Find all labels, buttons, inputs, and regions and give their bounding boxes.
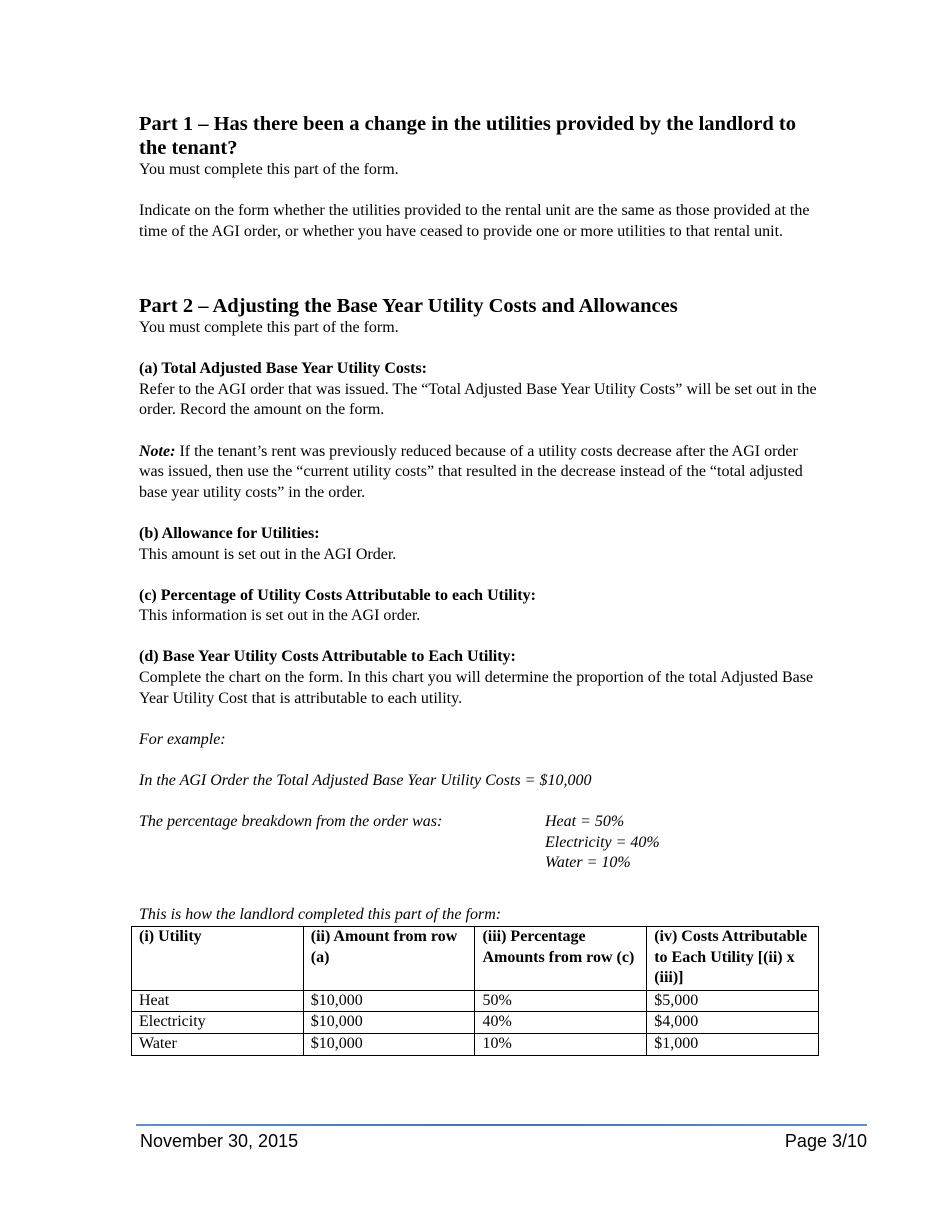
percentage-breakdown xyxy=(139,812,819,872)
table-cell: Heat xyxy=(132,990,304,1012)
note-body: If the tenant’s rent was previously reduced because of a utility costs decrease after the AGI order was issued, then use the “current utility costs” that resulted in the decrease instead of the “total adjusted base year utility costs” in the order. xyxy=(139,442,803,501)
table-cell: $1,000 xyxy=(647,1033,819,1055)
table-cell: $10,000 xyxy=(303,990,475,1012)
part2-must-complete: You must complete this part of the form. xyxy=(139,318,399,336)
table-cell: Electricity xyxy=(132,1012,304,1034)
utility-cost-table xyxy=(131,926,819,1056)
table-cell: $10,000 xyxy=(303,1012,475,1034)
table-caption: This is how the landlord completed this part of the form: xyxy=(139,906,502,923)
section-c-body: This information is set out in the AGI order. xyxy=(139,607,421,625)
breakdown-list xyxy=(545,812,660,874)
header-costs: (iv) Costs Attributable to Each Utility [(ii) x (iii)] xyxy=(647,927,819,991)
section-c-title: (c) Percentage of Utility Costs Attributable to each Utility: xyxy=(139,586,536,604)
example-intro: For example: xyxy=(139,730,226,748)
table-row xyxy=(132,1033,819,1055)
header-amount: (ii) Amount from row (a) xyxy=(303,927,475,991)
header-utility: (i) Utility xyxy=(132,927,304,991)
table-cell: Water xyxy=(132,1033,304,1055)
breakdown-item: Electricity = 40% xyxy=(545,833,660,851)
section-d-title: (d) Base Year Utility Costs Attributable to Each Utility: xyxy=(139,648,516,666)
table-cell: 40% xyxy=(475,1012,647,1034)
note-paragraph xyxy=(139,442,819,504)
section-a-title: (a) Total Adjusted Base Year Utility Costs: xyxy=(139,360,428,378)
note-label: Note: xyxy=(139,442,176,460)
breakdown-label: The percentage breakdown from the order was: xyxy=(139,813,443,831)
section-d-body: Complete the chart on the form. In this chart you will determine the proportion of the total Adjusted Base Year Utility Cost that is attributable to each utility. xyxy=(139,669,814,707)
table-cell: $10,000 xyxy=(303,1033,475,1055)
section-b-body: This amount is set out in the AGI Order. xyxy=(139,545,397,563)
table-row xyxy=(132,990,819,1012)
header-percentage: (iii) Percentage Amounts from row (c) xyxy=(475,927,647,991)
part1-body: Indicate on the form whether the utilities provided to the rental unit are the same as those provided at the time of the AGI order, or whether you have ceased to provide one or more utilities to that rental unit. xyxy=(139,202,810,240)
table-cell: $5,000 xyxy=(647,990,819,1012)
table-cell: 50% xyxy=(475,990,647,1012)
part2-heading: Part 2 – Adjusting the Base Year Utility Costs and Allowances xyxy=(139,294,678,317)
footer-page-number: Page 3/10 xyxy=(784,1131,867,1151)
example-total: In the AGI Order the Total Adjusted Base Year Utility Costs = $10,000 xyxy=(139,772,592,790)
section-a-body: Refer to the AGI order that was issued. The “Total Adjusted Base Year Utility Costs” will be set out in the order. Record the amount on the form. xyxy=(139,380,817,419)
table-row xyxy=(132,1012,819,1034)
table-header-row xyxy=(132,927,819,991)
part1-must-complete: You must complete this part of the form. xyxy=(139,161,399,178)
table-cell: 10% xyxy=(475,1033,647,1055)
part1-heading: Part 1 – Has there been a change in the utilities provided by the landlord to the tenant? xyxy=(139,113,796,159)
footer-date: November 30, 2015 xyxy=(140,1131,299,1151)
page-body xyxy=(139,112,819,872)
footer-divider xyxy=(136,1124,867,1126)
breakdown-item: Heat = 50% xyxy=(545,813,625,831)
breakdown-item: Water = 10% xyxy=(545,854,631,872)
table-cell: $4,000 xyxy=(647,1012,819,1034)
section-b-title: (b) Allowance for Utilities: xyxy=(139,524,320,542)
